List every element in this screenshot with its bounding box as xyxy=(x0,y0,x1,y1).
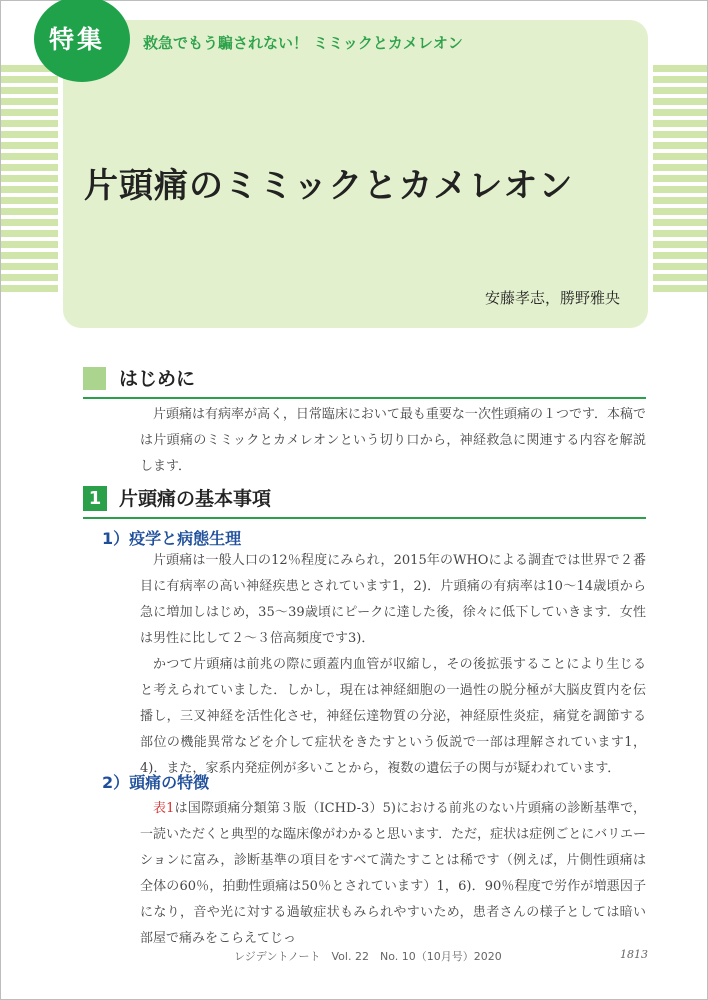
decorative-stripes-right xyxy=(653,65,707,295)
subsection2-heading: 2）頭痛の特徴 xyxy=(102,773,210,792)
intro-heading-bar xyxy=(83,363,646,399)
section1-heading-bar xyxy=(83,483,646,519)
subsection1-heading: 1）疫学と病態生理 xyxy=(102,529,242,548)
subsection1-paragraph-1: 片頭痛は一般人口の12％程度にみられ，2015年のWHOによる調査では世界で２番目に有病率の高い神経疾患とされています1，2)．片頭痛の有病率は10～14歳頃から急に増加しはじめ，35～39歳頃にピークに達した後，徐々に低下していきます．女性は男性に比して２～３倍高頻度です3)． xyxy=(140,553,646,646)
title-panel xyxy=(63,20,648,328)
intro-paragraph: 片頭痛は有病率が高く，日常臨床において最も重要な一次性頭痛の１つです．本稿では片頭痛のミミックとカメレオンという切り口から，神経救急に関連する内容を解説します． xyxy=(140,407,646,474)
section1-heading: 片頭痛の基本事項 xyxy=(119,488,272,510)
subsection2-paragraph-1 xyxy=(140,796,646,952)
intro-heading: はじめに xyxy=(119,368,196,390)
subsection2-paragraph-text: は国際頭痛分類第３版（ICHD-3）5)における前兆のない片頭痛の診断基準で，一読いただくと典型的な臨床像がわかると思います．ただ，症状は症例ごとにバリエーションに富み，診断基準の項目をすべて満たすことは稀です（例えば，片側性頭痛は全体の60％，拍動性頭痛は50％とされています）1，6)．90％程度で労作が増悪因子になり，音や光に対する過敏症状もみられやすいため，患者さんの様子としては暗い部屋で痛みをこらえてじっ xyxy=(140,801,646,946)
article-title: 片頭痛のミミックとカメレオン xyxy=(84,166,574,206)
journal-citation: レジデントノート Vol. 22 No. 10（10月号）2020 xyxy=(234,950,502,963)
article-authors: 安藤孝志，勝野雅央 xyxy=(484,289,620,307)
section-number: 1 xyxy=(83,486,107,511)
decorative-stripes-left xyxy=(1,65,58,295)
subsection1-paragraph-2: かつて片頭痛は前兆の際に頭蓋内血管が収縮し，その後拡張することにより生じると考えられていました．しかし，現在は神経細胞の一過性の脱分極が大脳皮質内を伝播し，三叉神経を活性化させ，神経伝達物質の分泌，神経原性炎症，痛覚を調節する部位の機能異常などを介して症状をきたすという仮説で一部は理解されています1，4)．また，家系内発症例が多いことから，複数の遺伝子の関与が疑われています． xyxy=(140,657,646,776)
section-square-icon xyxy=(83,367,106,390)
series-title: 救急でもう騙されない！ ミミックとカメレオン xyxy=(143,34,463,52)
page-number: 1813 xyxy=(620,948,648,961)
feature-badge-label: 特集 xyxy=(49,25,106,54)
table-reference-link[interactable]: 表1 xyxy=(153,801,175,816)
